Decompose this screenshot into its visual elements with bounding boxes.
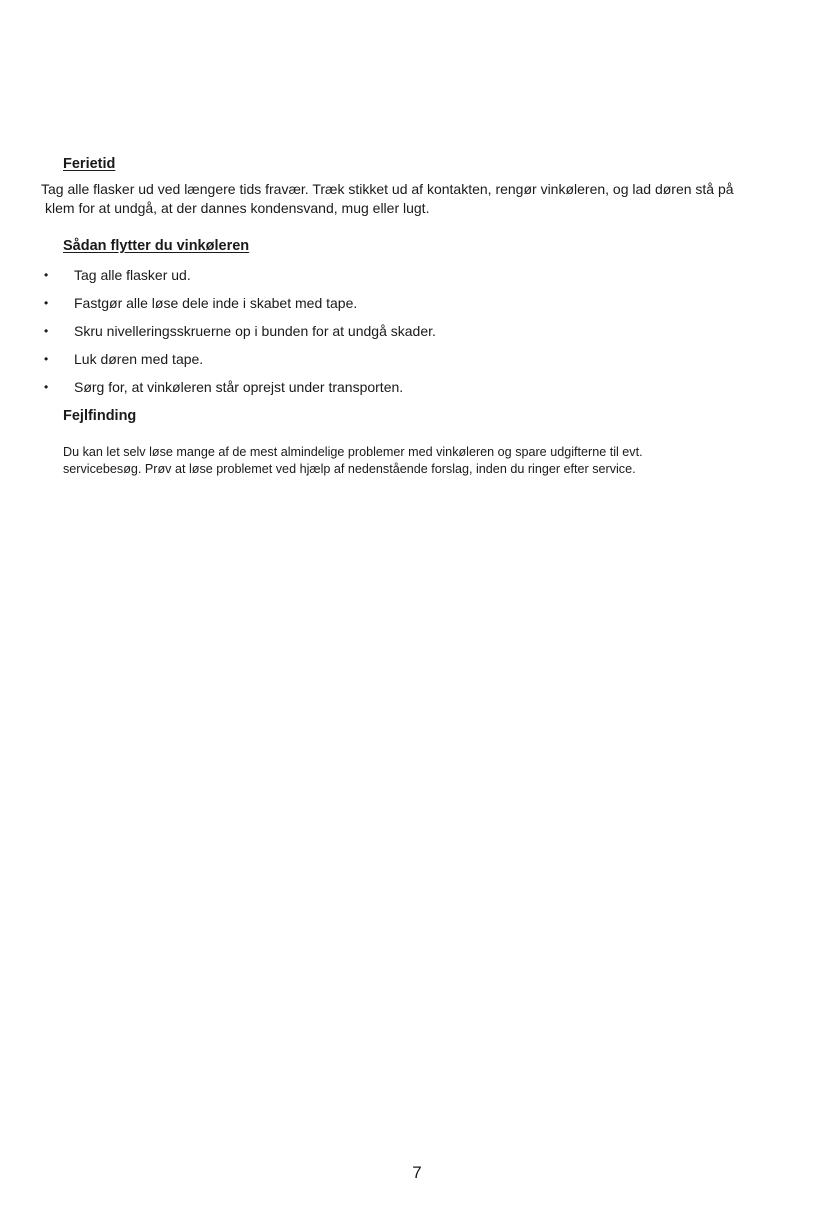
list-item-text: Luk døren med tape. [74,351,204,367]
bullet-icon: • [44,324,49,338]
ferietid-text-line-1: Tag alle flasker ud ved længere tids fravær. Træk stikket ud af kontakten, rengør vinkøleren, og lad døren stå på [41,181,734,197]
list-item [0,377,700,397]
fejlfinding-text-line-1: Du kan let selv løse mange af de mest almindelige problemer med vinkøleren og spare udgifterne til evt. [63,445,643,459]
ferietid-text-line-2: klem for at undgå, at der dannes kondensvand, mug eller lugt. [45,200,430,216]
list-item-text: Sørg for, at vinkøleren står oprejst under transporten. [74,379,404,395]
list-item-text: Skru nivelleringsskruerne op i bunden for at undgå skader. [74,323,436,339]
page-number: 7 [412,1163,422,1182]
list-item [0,265,700,285]
list-item [0,293,700,313]
list-item [0,349,700,369]
list-item-text: Tag alle flasker ud. [74,267,191,283]
fejlfinding-heading: Fejlfinding [63,408,137,424]
list-item-text: Fastgør alle løse dele inde i skabet med tape. [74,295,358,311]
bullet-icon: • [44,296,49,310]
bullet-icon: • [44,380,49,394]
ferietid-heading: Ferietid [63,156,116,172]
fejlfinding-text-line-2: servicebesøg. Prøv at løse problemet ved hjælp af nedenstående forslag, inden du ringer efter service. [63,462,636,476]
flytning-heading: Sådan flytter du vinkøleren [63,238,250,254]
bullet-icon: • [44,352,49,366]
bullet-icon: • [44,268,49,282]
list-item [0,321,700,341]
